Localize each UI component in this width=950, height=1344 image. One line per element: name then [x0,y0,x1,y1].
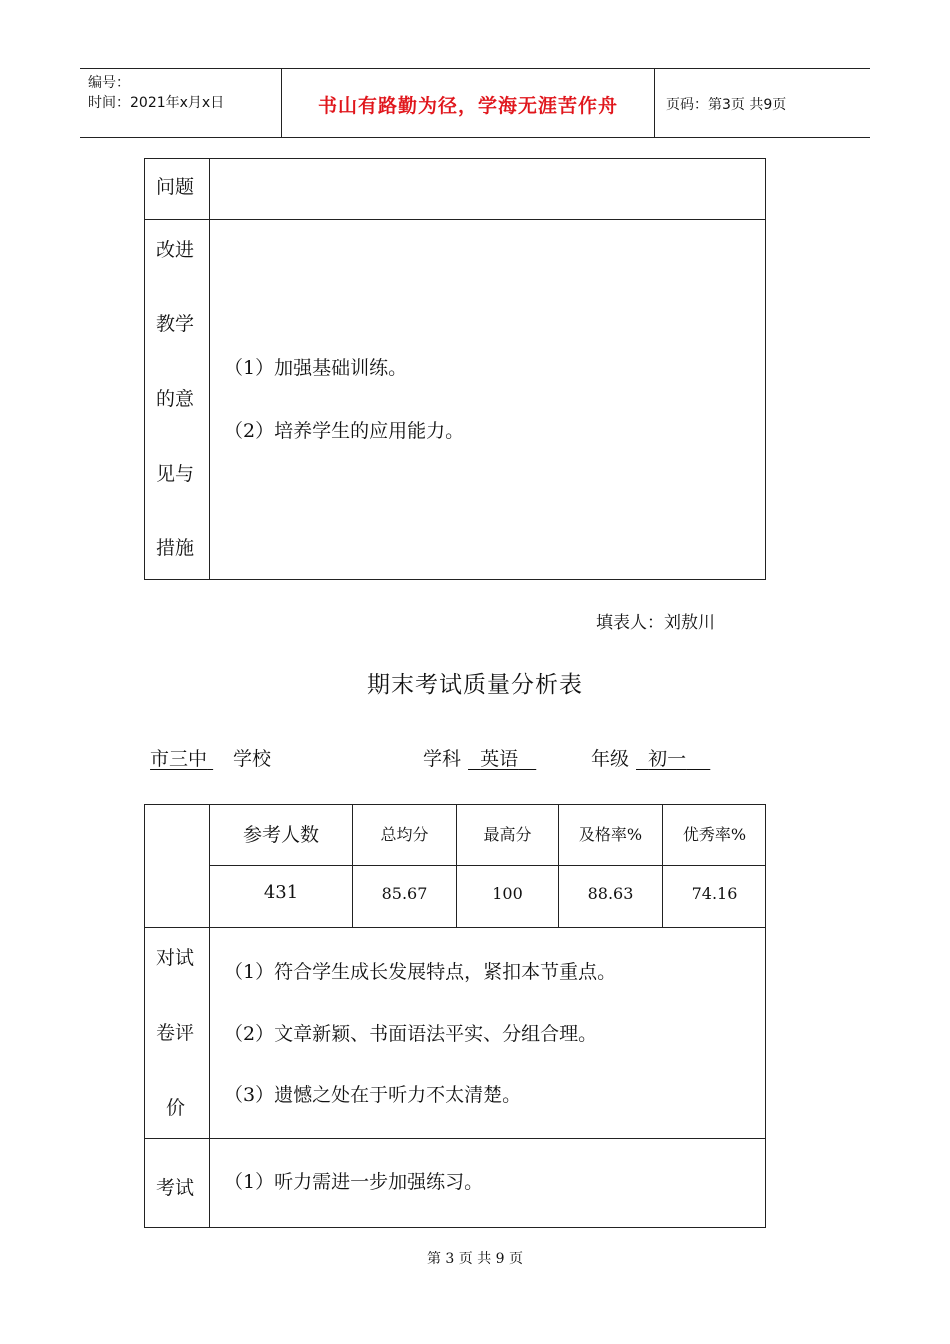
table-divider [209,158,210,580]
value-highest: 100 [492,884,523,903]
eval-item: （2）文章新颖、书面语法平实、分组合理。 [224,1023,598,1045]
school-label: 学校 [233,748,272,770]
eval-label-line: 对试 [156,947,195,969]
table-divider [209,865,766,866]
header-meta [88,73,224,113]
header-motto: 书山有路勤为径，学海无涯苦作舟 [317,95,618,117]
page-footer: 第 3 页 共 9 页 [426,1251,524,1267]
improvement-item: （1）加强基础训练。 [224,357,408,379]
eval-label-line: 卷评 [156,1022,195,1044]
number-label: 编号： [88,75,130,91]
improve-label-line: 教学 [156,313,195,335]
value-participants: 431 [263,882,299,903]
exam-label: 考试 [156,1177,195,1199]
problem-label: 问题 [156,176,195,198]
eval-item: （1）符合学生成长发展特点，紧扣本节重点。 [224,961,617,983]
eval-item: （3）遗憾之处在于听力不太清楚。 [224,1084,522,1106]
subject-label: 学科 [423,748,462,770]
value-pass-rate: 88.63 [587,884,634,903]
header-divider [654,69,655,137]
improve-label-line: 的意 [156,388,195,410]
school-name: 市三中 [150,748,208,770]
table-divider [144,219,766,220]
eval-label-line: 价 [166,1097,186,1119]
analysis-table [144,804,766,1228]
value-average: 85.67 [381,884,428,903]
table-divider [144,927,766,928]
page-title: 期末考试质量分析表 [367,672,583,698]
form-filler: 填表人：刘敖川 [596,613,715,633]
exam-item: （1）听力需进一步加强练习。 [224,1171,484,1193]
table-divider [209,804,210,1228]
header-participants: 参考人数 [242,824,319,846]
header-highest: 最高分 [483,825,532,844]
header-page-info: 页码：第3页 共9页 [666,97,787,113]
header-average: 总均分 [380,825,429,844]
time-label: 时间：2021年x月x日 [88,95,225,111]
improve-label-line: 见与 [156,463,195,485]
subject-value: 英语 [480,748,519,770]
improvement-item: （2）培养学生的应用能力。 [224,420,465,442]
header-excellent-rate: 优秀率% [682,825,747,844]
grade-value: 初一 [648,748,687,770]
improve-label-line: 改进 [156,239,195,261]
header-pass-rate: 及格率% [578,825,643,844]
page-header [80,68,870,138]
value-excellent-rate: 74.16 [691,884,738,903]
table-divider [144,1138,766,1139]
improve-label-line: 措施 [156,537,195,559]
grade-label: 年级 [591,748,630,770]
